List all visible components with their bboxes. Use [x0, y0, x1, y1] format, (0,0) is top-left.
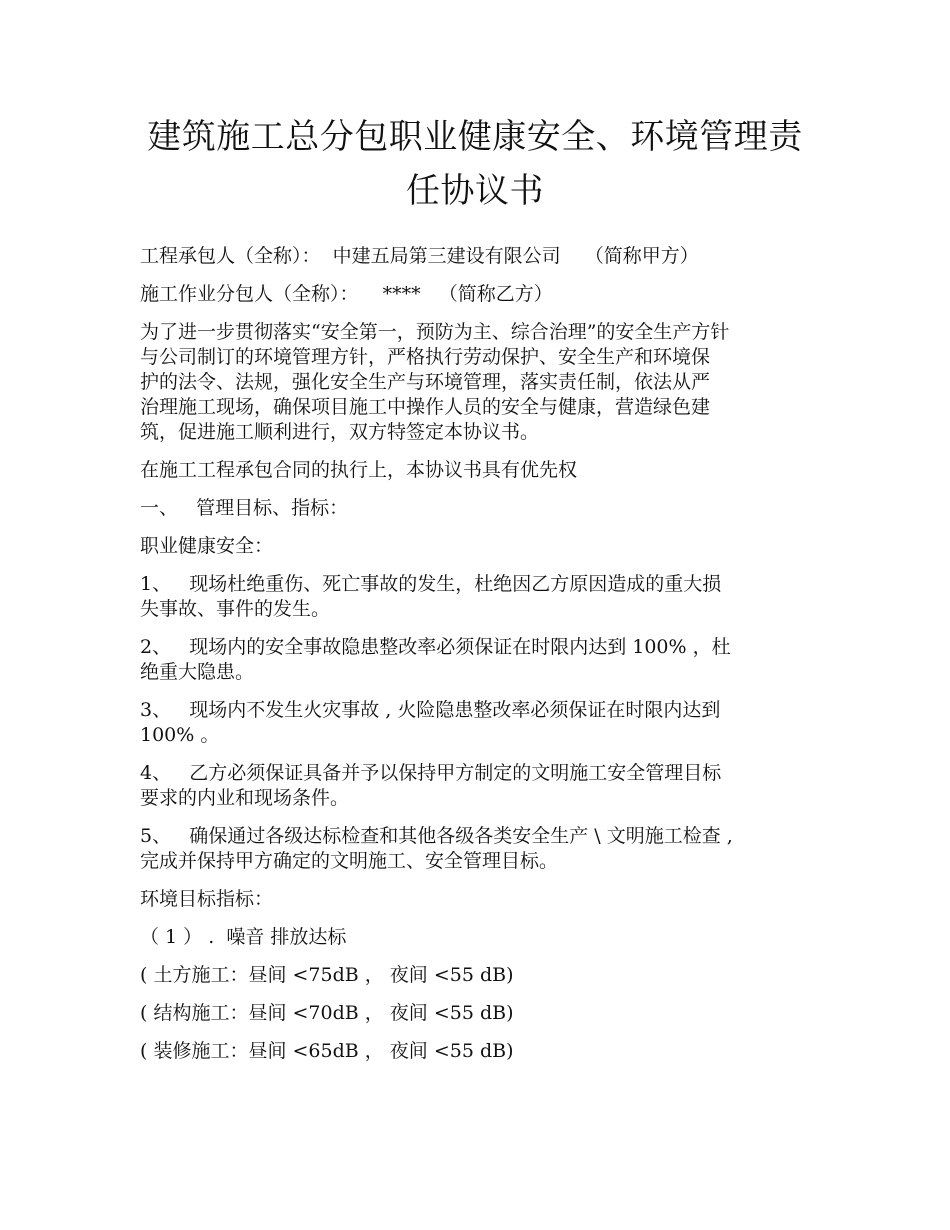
list-item — [140, 635, 810, 685]
title-line: 建筑施工总分包职业健康安全、环境管理责 — [147, 117, 803, 157]
text-line: 施工作业分包人（全称）： **** （简称乙方） — [140, 283, 553, 305]
priority-paragraph — [140, 458, 810, 483]
list-item — [140, 698, 810, 748]
text-line: 4、 乙方必须保证具备并予以保持甲方制定的文明施工安全管理目标 — [140, 762, 722, 784]
text-line: 筑，促进施工顺利进行，双方特签定本协议书。 — [140, 421, 540, 443]
document-title — [140, 110, 810, 218]
text-line: 护的法令、法规，强化安全生产与环境管理，落实责任制，依法从严 — [140, 371, 711, 393]
list-item — [140, 761, 810, 811]
subsection-heading — [140, 887, 810, 912]
text-line: 100% 。 — [140, 724, 220, 746]
noise-limit-line — [140, 963, 810, 988]
text-line: 为了进一步贯彻落实“安全第一，预防为主、综合治理”的安全生产方针 — [140, 321, 730, 343]
text-line: 3、 现场内不发生火灾事故 , 火险隐患整改率必须保证在时限内达到 — [140, 699, 721, 721]
text-line: ( 结构施工：昼间 <70dB ， 夜间 <55 dB) — [140, 1002, 514, 1024]
text-line: 与公司制订的环境管理方针，严格执行劳动保护、安全生产和环境保 — [140, 346, 711, 368]
text-line: ( 装修施工：昼间 <65dB ， 夜间 <55 dB) — [140, 1040, 514, 1062]
text-line: 工程承包人（全称）： 中建五局第三建设有限公司 （简称甲方） — [140, 245, 699, 267]
list-item — [140, 824, 810, 874]
list-item — [140, 925, 810, 950]
text-line: 环境目标指标： — [140, 888, 274, 910]
text-line: 在施工工程承包合同的执行上，本协议书具有优先权 — [140, 459, 578, 481]
text-line: 完成并保持甲方确定的文明施工、安全管理目标。 — [140, 850, 559, 872]
text-line: 职业健康安全： — [140, 535, 274, 557]
subsection-heading — [140, 534, 810, 559]
text-line: 2、 现场内的安全事故隐患整改率必须保证在时限内达到 100% ，杜 — [140, 636, 731, 658]
text-line: 一、 管理目标、指标： — [140, 497, 349, 519]
noise-limit-line — [140, 1039, 810, 1064]
text-line: 要求的内业和现场条件。 — [140, 787, 350, 809]
subcontractor-line — [140, 282, 810, 307]
text-line: 绝重大隐患。 — [140, 661, 255, 683]
contractor-line — [140, 244, 810, 269]
title-line: 任协议书 — [406, 171, 544, 211]
noise-limit-line — [140, 1001, 810, 1026]
text-line: ( 土方施工：昼间 <75dB ， 夜间 <55 dB) — [140, 964, 514, 986]
text-line: 1、 现场杜绝重伤、死亡事故的发生，杜绝因乙方原因造成的重大损 — [140, 573, 722, 595]
text-line: 失事故、事件的发生。 — [140, 598, 331, 620]
text-line: 治理施工现场，确保项目施工中操作人员的安全与健康，营造绿色建 — [140, 396, 711, 418]
document-body — [140, 244, 810, 1077]
preamble-paragraph — [140, 320, 810, 445]
list-item — [140, 572, 810, 622]
text-line: 5、 确保通过各级达标检查和其他各级各类安全生产 \ 文明施工检查 , — [140, 825, 733, 847]
text-line: （ 1 ） . 噪音 排放达标 — [140, 926, 347, 948]
section-heading — [140, 496, 810, 521]
